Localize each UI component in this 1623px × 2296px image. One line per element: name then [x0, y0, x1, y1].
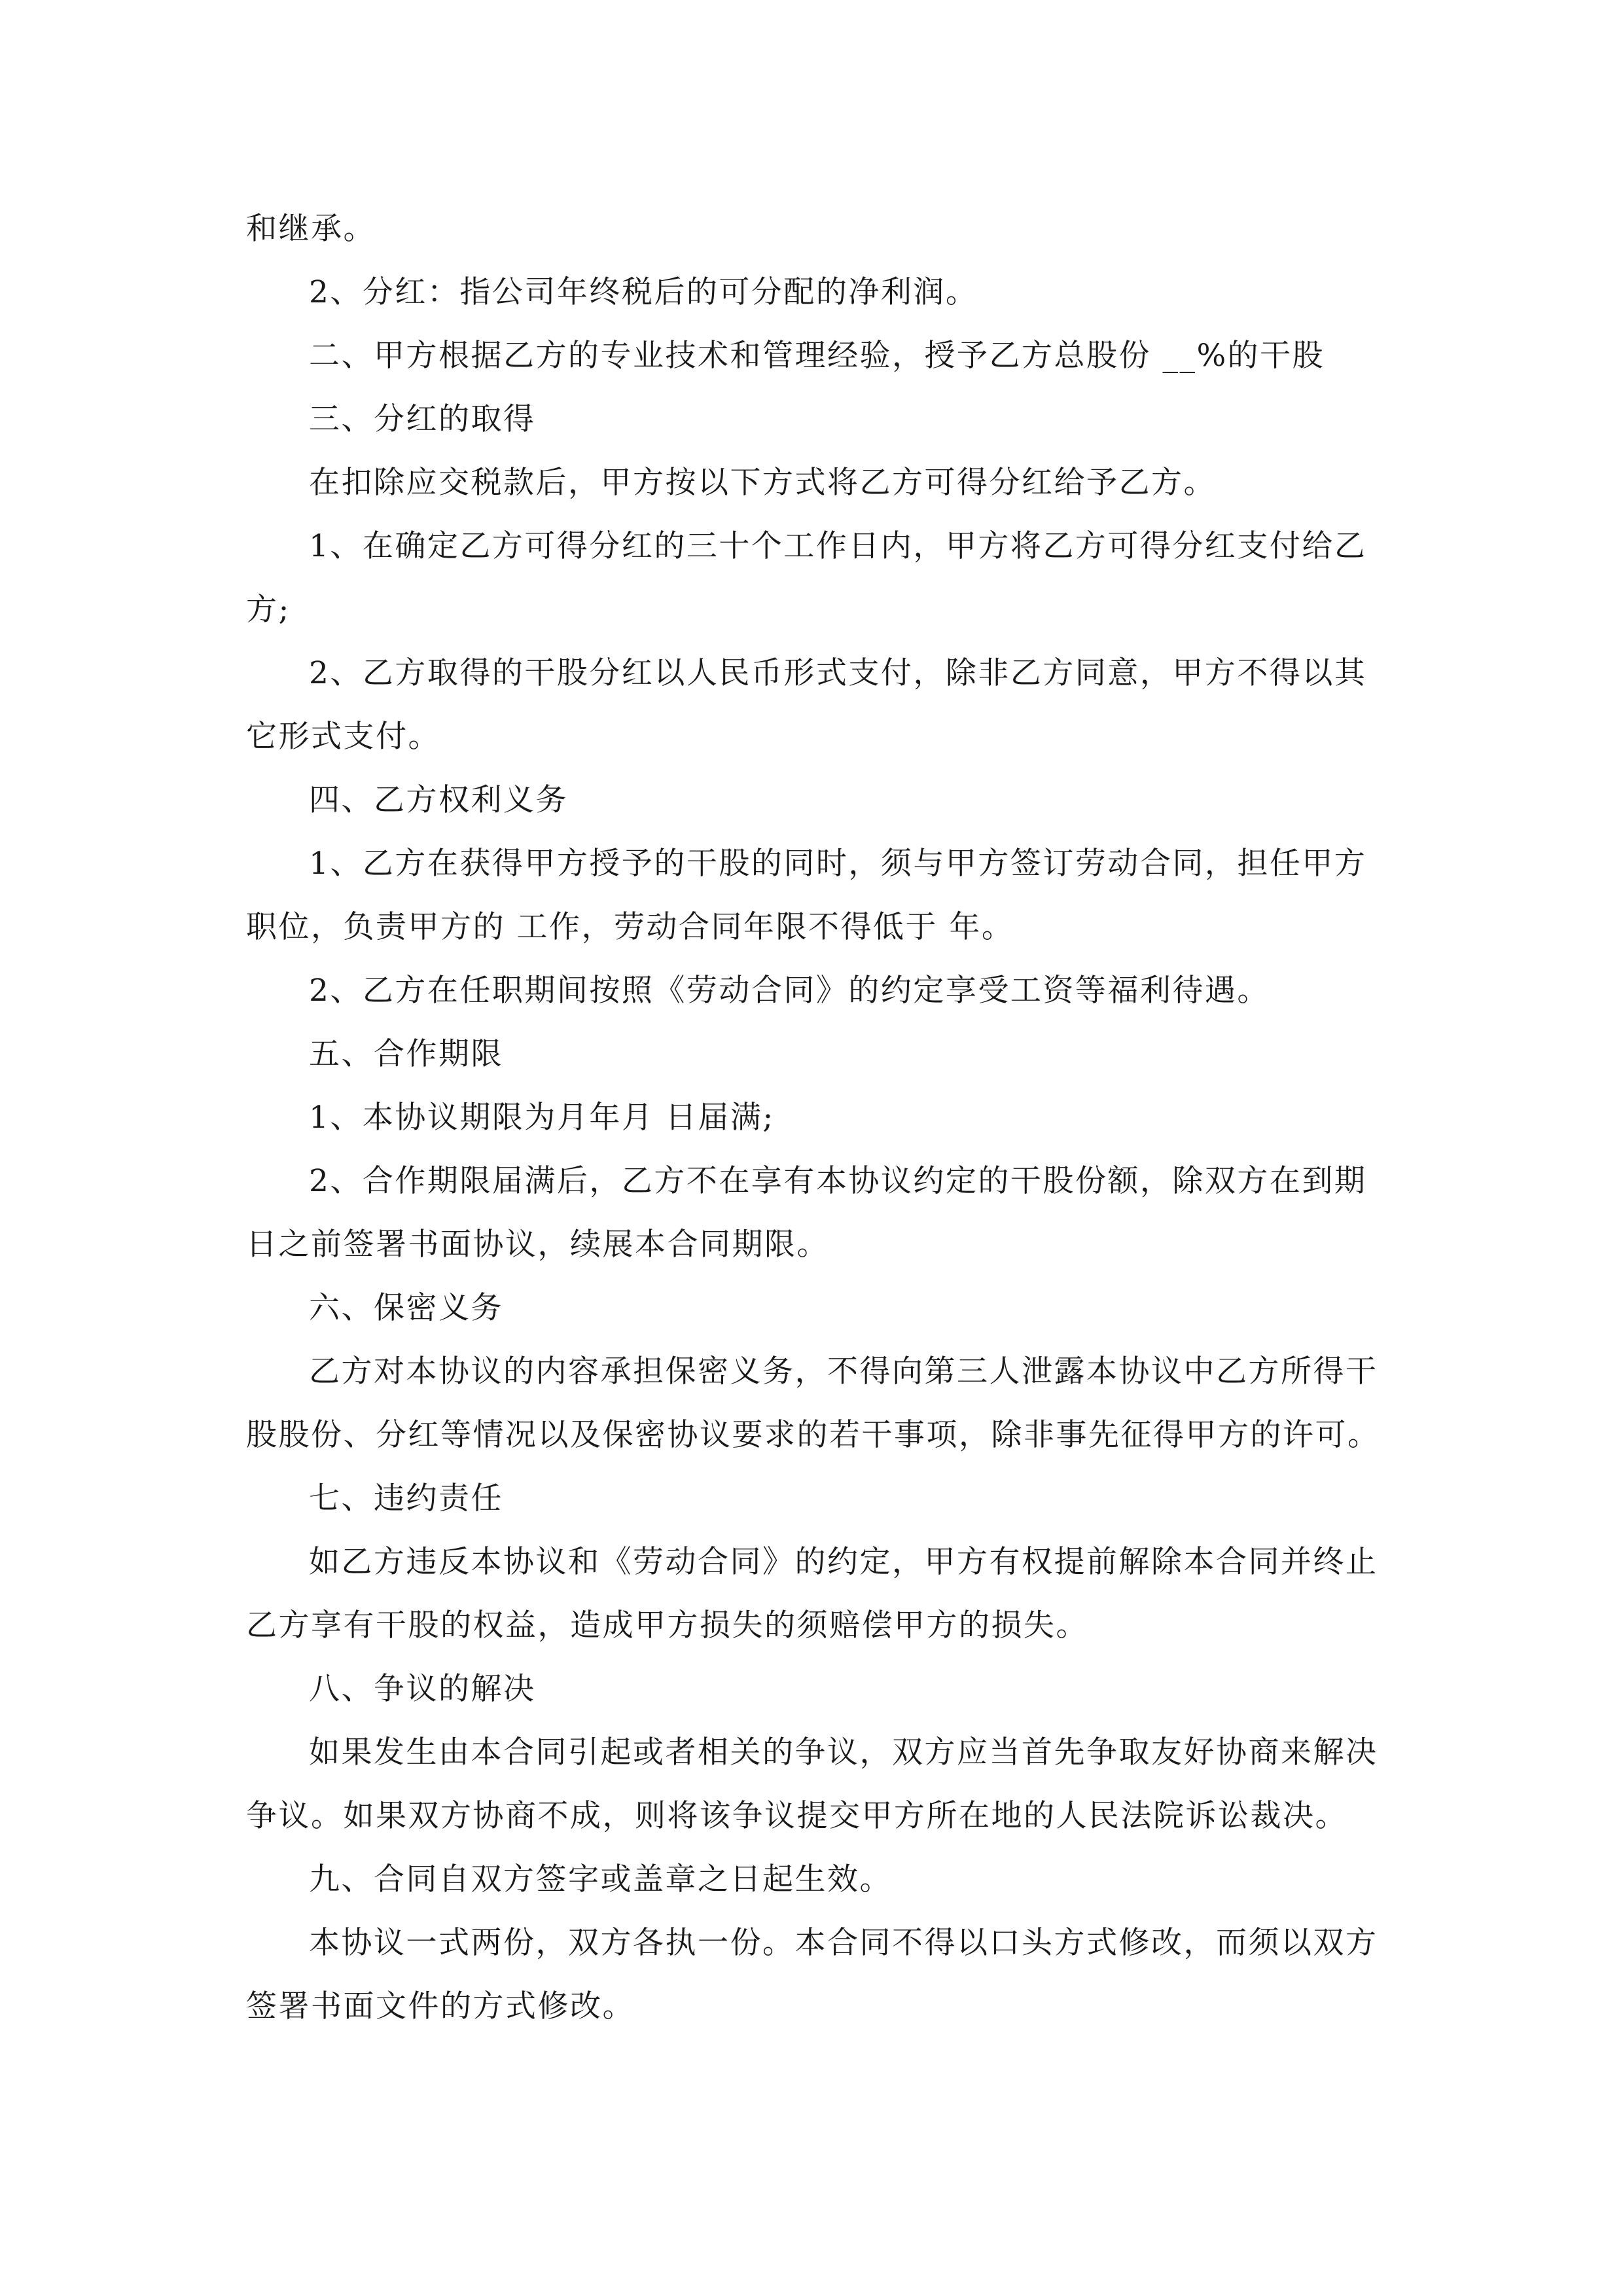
text-line: 方; [246, 592, 291, 628]
text-line: 乙方对本协议的内容承担保密义务，不得向第三人泄露本协议中乙方所得干 [309, 1354, 1378, 1390]
section-heading: 八、争议的解决 [309, 1671, 536, 1707]
section-heading: 七、违约责任 [309, 1480, 503, 1516]
text-line: 2、乙方在任职期间按照《劳动合同》的约定享受工资等福利待遇。 [309, 973, 1270, 1009]
text-line: 在扣除应交税款后，甲方按以下方式将乙方可得分红给予乙方。 [309, 465, 1216, 501]
text-line: 1、本协议期限为月年月 日届满; [309, 1100, 775, 1136]
text-line: 它形式支付。 [246, 719, 440, 755]
section-heading: 九、合同自双方签字或盖章之日起生效。 [309, 1861, 892, 1897]
text-line: 和继承。 [246, 211, 376, 247]
text-line: 2、合作期限届满后，乙方不在享有本协议约定的干股份额，除双方在到期 [309, 1163, 1367, 1199]
text-line: 2、分红：指公司年终税后的可分配的净利润。 [309, 274, 978, 310]
text-line: 1、乙方在获得甲方授予的干股的同时，须与甲方签订劳动合同，担任甲方 [309, 846, 1367, 882]
section-heading: 三、分红的取得 [309, 401, 536, 437]
text-line: 2、乙方取得的干股分红以人民币形式支付，除非乙方同意，甲方不得以其 [309, 655, 1367, 691]
text-line: 如乙方违反本协议和《劳动合同》的约定，甲方有权提前解除本合同并终止 [309, 1544, 1378, 1580]
text-line: 签署书面文件的方式修改。 [246, 1988, 635, 2024]
section-heading: 四、乙方权利义务 [309, 782, 568, 818]
text-line: 股股份、分红等情况以及保密协议要求的若干事项，除非事先征得甲方的许可。 [246, 1417, 1380, 1453]
text-line: 日之前签署书面协议，续展本合同期限。 [246, 1227, 829, 1263]
text-line: 职位，负责甲方的 工作，劳动合同年限不得低于 年。 [246, 909, 1014, 945]
text-line: 乙方享有干股的权益，造成甲方损失的须赔偿甲方的损失。 [246, 1607, 1088, 1643]
text-line: 本协议一式两份，双方各执一份。本合同不得以口头方式修改，而须以双方 [309, 1925, 1378, 1961]
text-line: 1、在确定乙方可得分红的三十个工作日内，甲方将乙方可得分红支付给乙 [309, 528, 1367, 564]
text-line: 二、甲方根据乙方的专业技术和管理经验，授予乙方总股份 __%的干股 [309, 338, 1325, 374]
section-heading: 五、合作期限 [309, 1036, 503, 1072]
section-heading: 六、保密义务 [309, 1290, 503, 1326]
text-line: 争议。如果双方协商不成，则将该争议提交甲方所在地的人民法院诉讼裁决。 [246, 1798, 1347, 1834]
text-line: 如果发生由本合同引起或者相关的争议，双方应当首先争取友好协商来解决 [309, 1734, 1378, 1770]
